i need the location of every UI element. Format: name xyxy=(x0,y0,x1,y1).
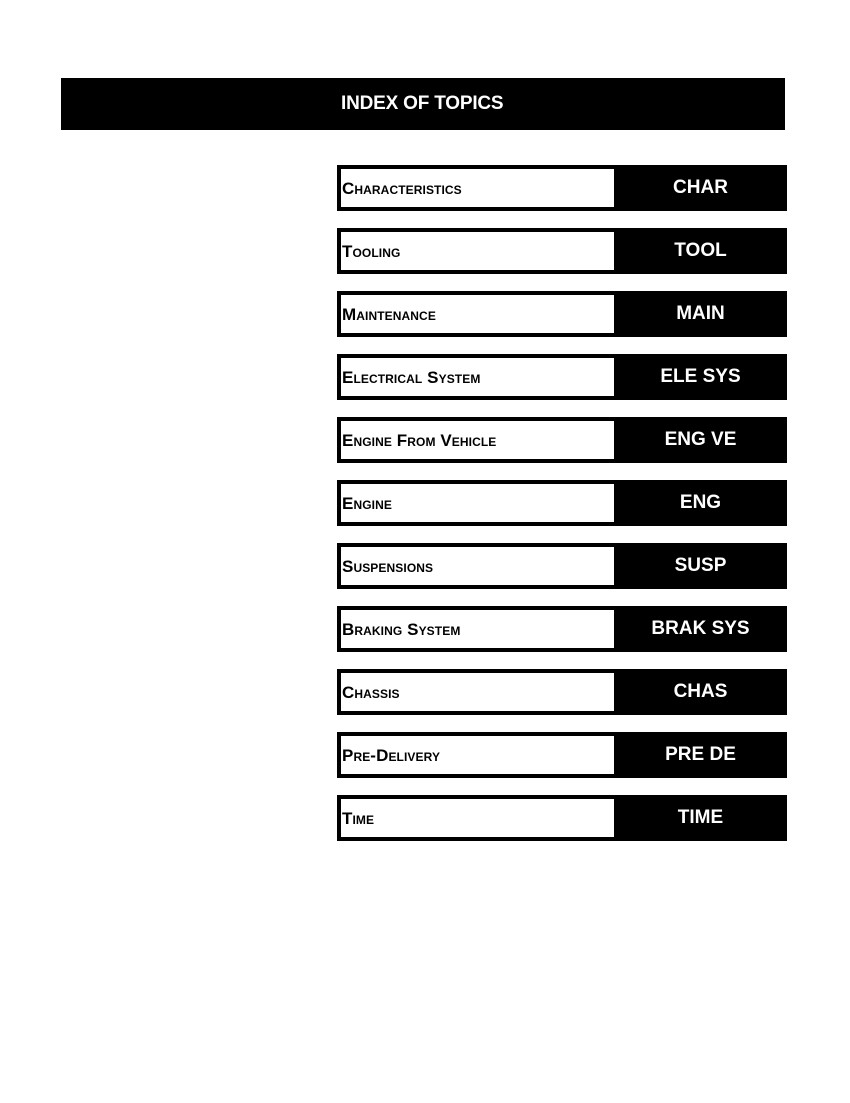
topic-code: ENG xyxy=(679,492,722,513)
topic-row-chassis[interactable] xyxy=(337,669,787,715)
topic-label-box xyxy=(341,610,614,648)
topic-label: Tooling xyxy=(342,242,401,261)
topic-label-box xyxy=(341,169,614,207)
topic-row-engine[interactable] xyxy=(337,480,787,526)
topic-label: Engine xyxy=(342,494,392,513)
page-title: INDEX OF TOPICS xyxy=(341,93,504,114)
topic-code: BRAK SYS xyxy=(651,618,750,639)
topic-label-box xyxy=(341,484,614,522)
topic-label-box xyxy=(341,736,614,774)
topic-label-box xyxy=(341,232,614,270)
topic-code: SUSP xyxy=(674,555,727,576)
topic-label: Engine From Vehicle xyxy=(342,431,497,450)
topic-row-electrical-system[interactable] xyxy=(337,354,787,400)
topic-code: PRE DE xyxy=(665,744,736,765)
topic-list xyxy=(337,165,787,858)
topic-row-pre-delivery[interactable] xyxy=(337,732,787,778)
topic-code: TOOL xyxy=(674,240,727,261)
topic-label: Chassis xyxy=(342,683,400,702)
topic-label: Electrical System xyxy=(342,368,481,387)
topic-label: Characteristics xyxy=(342,179,462,198)
topic-label-box xyxy=(341,421,614,459)
topic-label: Braking System xyxy=(342,620,461,639)
index-header-bar xyxy=(61,78,785,130)
topic-label: Suspensions xyxy=(342,557,434,576)
topic-code: TIME xyxy=(677,807,724,828)
topic-row-engine-from-vehicle[interactable] xyxy=(337,417,787,463)
topic-row-braking-system[interactable] xyxy=(337,606,787,652)
topic-code: MAIN xyxy=(676,303,725,324)
topic-label-box xyxy=(341,673,614,711)
topic-row-time[interactable] xyxy=(337,795,787,841)
topic-code: ENG VE xyxy=(664,429,737,450)
topic-label-box xyxy=(341,799,614,837)
topic-row-tooling[interactable] xyxy=(337,228,787,274)
topic-label-box xyxy=(341,358,614,396)
topic-code: CHAS xyxy=(673,681,728,702)
topic-code: ELE SYS xyxy=(660,366,741,387)
topic-row-characteristics[interactable] xyxy=(337,165,787,211)
topic-row-maintenance[interactable] xyxy=(337,291,787,337)
topic-code: CHAR xyxy=(673,177,728,198)
topic-row-suspensions[interactable] xyxy=(337,543,787,589)
topic-label: Maintenance xyxy=(342,305,436,324)
topic-label-box xyxy=(341,547,614,585)
topic-label: Pre-Delivery xyxy=(342,746,441,765)
topic-label: Time xyxy=(342,809,375,828)
topic-label-box xyxy=(341,295,614,333)
